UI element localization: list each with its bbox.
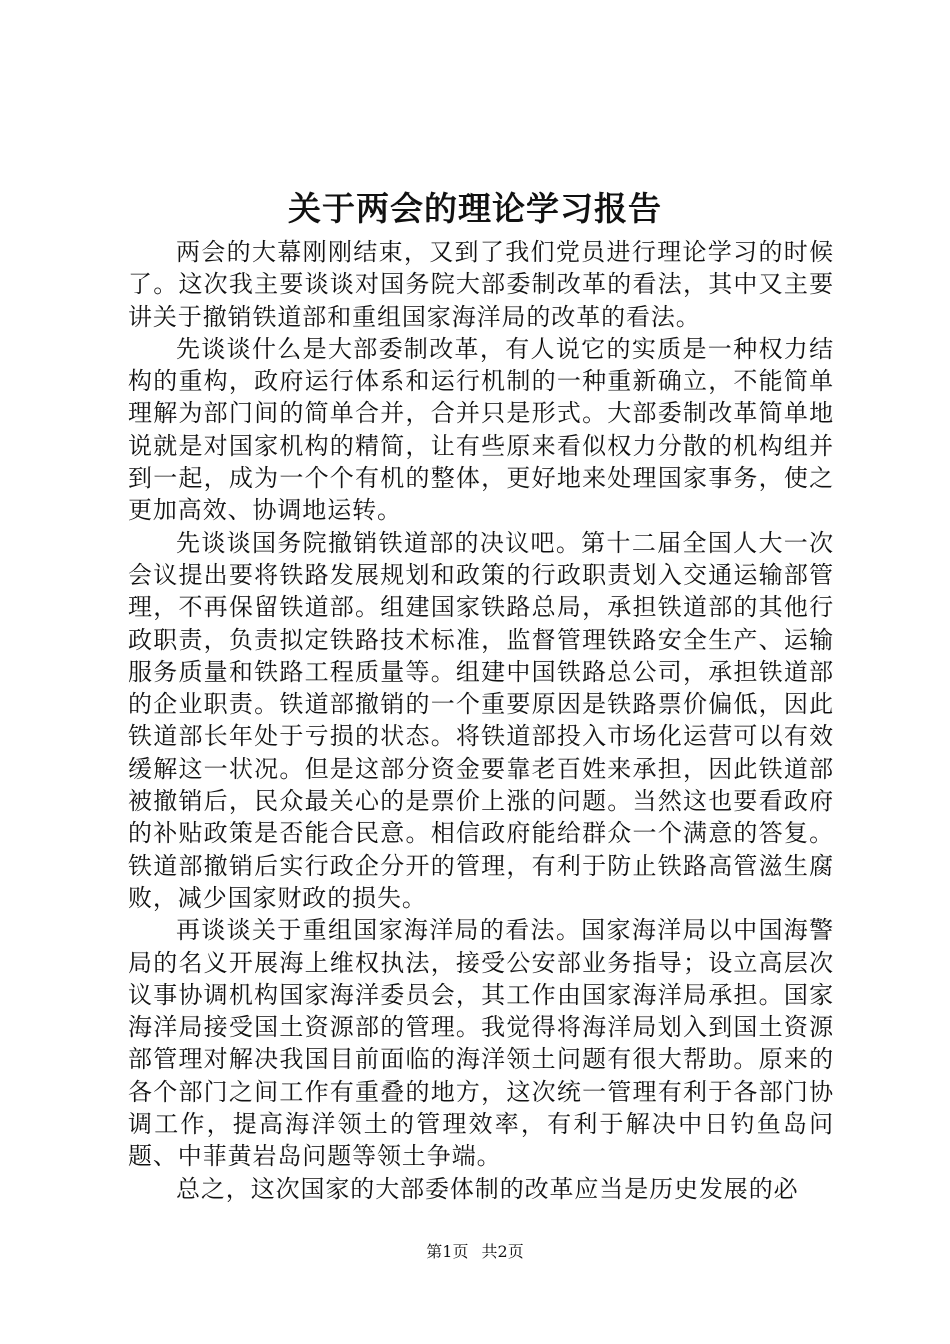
page-footer [0, 1240, 950, 1264]
paragraph-1: 两会的大幕刚刚结束，又到了我们党员进行理论学习的时候了。这次我主要谈谈对国务院大部委制改革的看法，其中又主要讲关于撤销铁道部和重组国家海洋局的改革的看法。 [128, 238, 834, 331]
paragraph-2: 先谈谈什么是大部委制改革，有人说它的实质是一种权力结构的重构，政府运行体系和运行机制的一种重新确立，不能简单理解为部门间的简单合并，合并只是形式。大部委制改革简单地说就是对国家机构的精简，让有些原来看似权力分散的机构组并到一起，成为一个个有机的整体，更好地来处理国家事务，使之更加高效、协调地运转。 [128, 334, 834, 525]
paragraph-4: 再谈谈关于重组国家海洋局的看法。国家海洋局以中国海警局的名义开展海上维权执法，接受公安部业务指导；设立高层次议事协调机构国家海洋委员会，其工作由国家海洋局承担。国家海洋局接受国土资源部的管理。我觉得将海洋局划入到国土资源部管理对解决我国目前面临的海洋领土问题有很大帮助。原来的各个部门之间工作有重叠的地方，这次统一管理有利于各部门协调工作，提高海洋领土的管理效率，有利于解决中日钓鱼岛问题、中菲黄岩岛问题等领土争端。 [128, 916, 834, 1171]
page-number-total: 共2页 [481, 1242, 524, 1261]
document-title: 关于两会的理论学习报告 [288, 189, 662, 228]
paragraph-3: 先谈谈国务院撤销铁道部的决议吧。第十二届全国人大一次会议提出要将铁路发展规划和政策的行政职责划入交通运输部管理，不再保留铁道部。组建国家铁路总局，承担铁道部的其他行政职责，负责拟定铁路技术标准，监督管理铁路安全生产、运输服务质量和铁路工程质量等。组建中国铁路总公司，承担铁道部的企业职责。铁道部撤销的一个重要原因是铁路票价偏低，因此铁道部长年处于亏损的状态。将铁道部投入市场化运营可以有效缓解这一状况。但是这部分资金要靠老百姓来承担，因此铁道部被撤销后，民众最关心的是票价上涨的问题。当然这也要看政府的补贴政策是否能合民意。相信政府能给群众一个满意的答复。铁道部撤销后实行政企分开的管理，有利于防止铁路高管滋生腐败，减少国家财政的损失。 [128, 528, 834, 912]
page-number-current: 第1页 [426, 1242, 469, 1261]
paragraph-5: 总之，这次国家的大部委体制的改革应当是历史发展的必 [176, 1174, 799, 1203]
document-body [128, 236, 834, 1205]
